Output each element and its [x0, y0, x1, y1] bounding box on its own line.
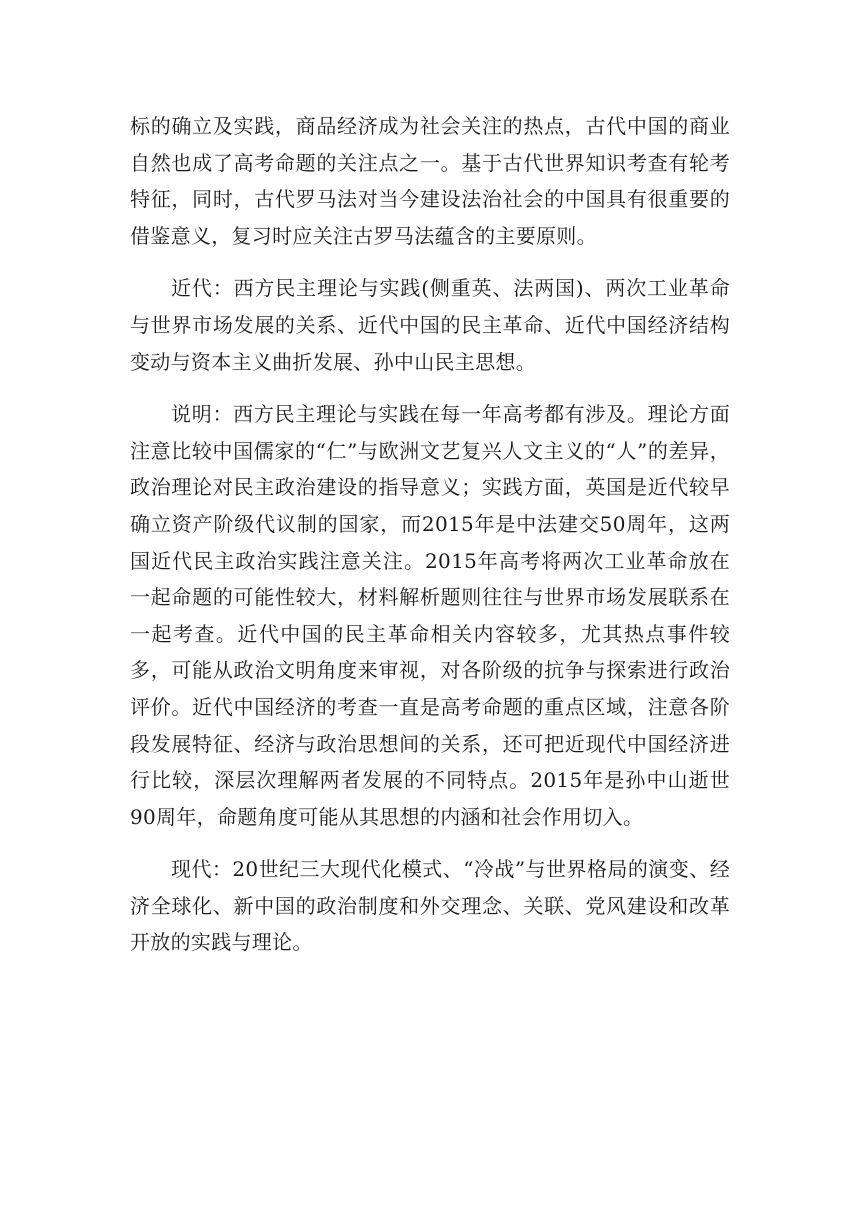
paragraph-modern-topics: 近代：西方民主理论与实践(侧重英、法两国)、两次工业革命与世界市场发展的关系、近代中国的民主革命、近代中国经济结构变动与资本主义曲折发展、孙中山民主思想。	[130, 276, 730, 374]
paragraph-contemporary-topics: 现代：20世纪三大现代化模式、“冷战”与世界格局的演变、经济全球化、新中国的政治制度和外交理念、关联、党风建设和改革开放的实践与理论。	[130, 857, 730, 955]
paragraph-ancient-continued: 标的确立及实践，商品经济成为社会关注的热点，古代中国的商业自然也成了高考命题的关注点之一。基于古代世界知识考查有轮考特征，同时，古代罗马法对当今建设法治社会的中国具有很重要的借鉴意义，复习时应关注古罗马法蕴含的主要原则。	[130, 114, 730, 248]
document-body	[130, 108, 730, 961]
paragraph-explanation: 说明：西方民主理论与实践在每一年高考都有涉及。理论方面注意比较中国儒家的“仁”与欧洲文艺复兴人文主义的“人”的差异，政治理论对民主政治建设的指导意义；实践方面，英国是近代较早确立资产阶级代议制的国家，而2015年是中法建交50周年，这两国近代民主政治实践注意关注。2015年高考将两次工业革命放在一起命题的可能性较大，材料解析题则往往与世界市场发展联系在一起考查。近代中国的民主革命相关内容较多，尤其热点事件较多，可能从政治文明角度来审视，对各阶级的抗争与探索进行政治评价。近代中国经济的考查一直是高考命题的重点区域，注意各阶段发展特征、经济与政治思想间的关系，还可把近现代中国经济进行比较，深层次理解两者发展的不同特点。2015年是孙中山逝世90周年，命题角度可能从其思想的内涵和社会作用切入。	[130, 402, 730, 829]
